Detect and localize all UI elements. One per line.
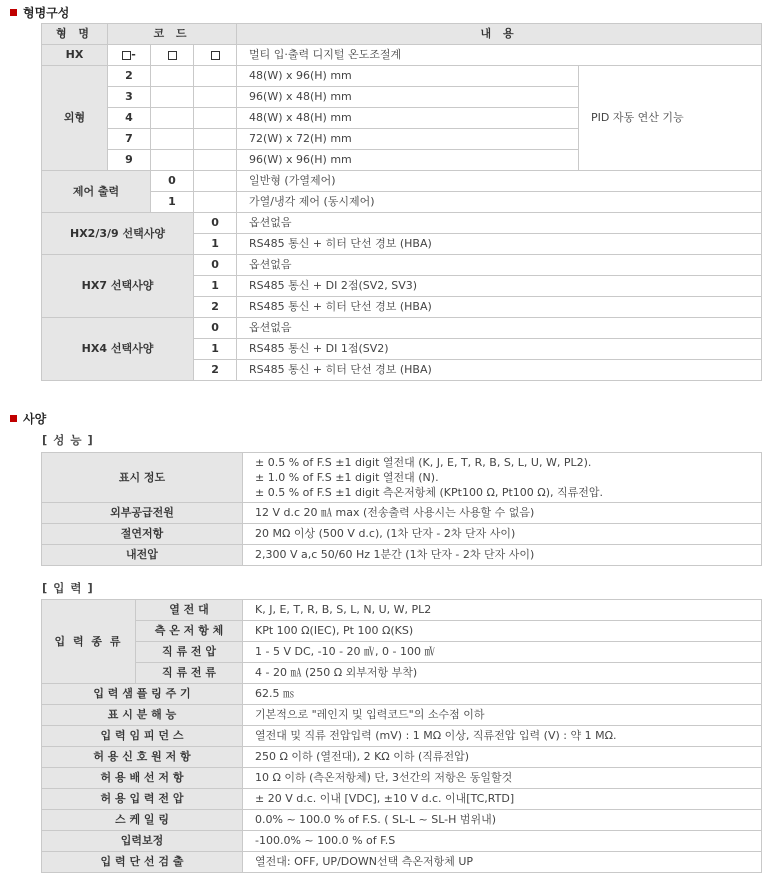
- spec-value: K, J, E, T, R, B, S, L, N, U, W, PL2: [243, 600, 762, 621]
- code-cell: 0: [194, 213, 237, 234]
- spec-label: 외부공급전원: [42, 503, 243, 524]
- spec-label: 입 력 샘 플 링 주 기: [42, 684, 243, 705]
- spec-value: 0.0% ~ 100.0 % of F.S. ( SL-L ~ SL-H 범위내): [243, 810, 762, 831]
- table-row: [42, 545, 762, 566]
- performance-subtitle: [ 성 능 ]: [42, 433, 94, 447]
- input-table: [41, 599, 762, 873]
- spec-value: 20 MΩ 이상 (500 V d.c), (1차 단자 - 2차 단자 사이): [243, 524, 762, 545]
- table-row: [42, 503, 762, 524]
- spec-label: 허 용 배 선 저 항: [42, 768, 243, 789]
- control-output-label: 제어 출력: [42, 171, 151, 213]
- hx-content: 멀티 입·출력 디지털 온도조절계: [237, 45, 762, 66]
- spec-value: 기본적으로 "레인지 및 입력코드"의 소수점 이하: [243, 705, 762, 726]
- code-box-cell: [194, 45, 237, 66]
- header-content: 내 용: [237, 24, 762, 45]
- code-box-cell: -: [108, 45, 151, 66]
- table-row: [42, 453, 762, 503]
- code-cell: 0: [194, 318, 237, 339]
- content-cell: 96(W) x 48(H) mm: [237, 87, 579, 108]
- spec-value: -100.0% ~ 100.0 % of F.S: [243, 831, 762, 852]
- content-cell: 72(W) x 72(H) mm: [237, 129, 579, 150]
- code-cell: 1: [194, 276, 237, 297]
- spec-label: 직 류 전 압: [136, 642, 243, 663]
- table-row: [42, 747, 762, 768]
- code-box-cell: [151, 45, 194, 66]
- spec-value: 열전대 및 직류 전압입력 (mV) : 1 MΩ 이상, 직류전압 입력 (V) : 약 1 MΩ.: [243, 726, 762, 747]
- code-cell: 1: [194, 339, 237, 360]
- spec-label: 입력보정: [42, 831, 243, 852]
- table-row: [42, 600, 762, 621]
- code-box-icon: [211, 51, 220, 60]
- table-row: [42, 45, 762, 66]
- code-box-icon: [168, 51, 177, 60]
- spec-label: 내전압: [42, 545, 243, 566]
- code-cell: 1: [194, 234, 237, 255]
- content-cell: 일반형 (가열제어): [237, 171, 762, 192]
- content-cell: 옵션없음: [237, 318, 762, 339]
- table-row: [42, 726, 762, 747]
- content-cell: 48(W) x 96(H) mm: [237, 66, 579, 87]
- content-cell: RS485 통신 + 히터 단선 경보 (HBA): [237, 234, 762, 255]
- spec-value: KPt 100 Ω(IEC), Pt 100 Ω(KS): [243, 621, 762, 642]
- table-header-row: [42, 24, 762, 45]
- spec-value: 1 - 5 V DC, -10 - 20 ㎷, 0 - 100 ㎷: [243, 642, 762, 663]
- code-cell: 1: [151, 192, 194, 213]
- code-cell: 0: [151, 171, 194, 192]
- header-model: 형 명: [42, 24, 108, 45]
- spec-value: 250 Ω 이하 (열전대), 2 KΩ 이하 (직류전압): [243, 747, 762, 768]
- spec-value: 12 V d.c 20 ㎃ max (전송출력 사용시는 사용할 수 없음): [243, 503, 762, 524]
- section-title-model: 형명구성: [10, 4, 69, 21]
- table-row: [42, 66, 762, 87]
- table-row: [42, 810, 762, 831]
- code-cell: 0: [194, 255, 237, 276]
- content-cell: 옵션없음: [237, 255, 762, 276]
- table-row: [42, 831, 762, 852]
- input-subtitle: [ 입 력 ]: [42, 581, 94, 595]
- spec-label: 절연저항: [42, 524, 243, 545]
- spec-value: 열전대: OFF, UP/DOWN선택 측온저항체 UP: [243, 852, 762, 873]
- input-type-label: 입 력 종 류: [42, 600, 136, 684]
- code-box-icon: [122, 51, 131, 60]
- header-code: 코 드: [108, 24, 237, 45]
- display-accuracy-value: ± 0.5 % of F.S ±1 digit 열전대 (K, J, E, T, R, B, S, L, U, W, PL2). ± 1.0 % of F.S ±1 digit 열전대 (N). ± 0.5 % of F.S ±1 digit 측온저항체 (KPt100 Ω, Pt100 Ω), 직류전압.: [243, 453, 762, 503]
- spec-label: 직 류 전 류: [136, 663, 243, 684]
- content-cell: RS485 통신 + DI 1점(SV2): [237, 339, 762, 360]
- table-row: [42, 768, 762, 789]
- table-row: [42, 318, 762, 339]
- table-row: [42, 213, 762, 234]
- table-row: [42, 663, 762, 684]
- spec-label: 열 전 대: [136, 600, 243, 621]
- code-cell: 7: [108, 129, 151, 150]
- table-row: [42, 642, 762, 663]
- table-row: [42, 621, 762, 642]
- spec-label: 입 력 임 피 던 스: [42, 726, 243, 747]
- table-row: [42, 524, 762, 545]
- model-table: [41, 23, 762, 381]
- spec-label: 입 력 단 선 검 출: [42, 852, 243, 873]
- spec-value: ± 20 V d.c. 이내 [VDC], ±10 V d.c. 이내[TC,RTD]: [243, 789, 762, 810]
- performance-table: [41, 452, 762, 566]
- pid-note: PID 자동 연산 기능: [579, 66, 762, 171]
- content-cell: 96(W) x 96(H) mm: [237, 150, 579, 171]
- red-square-bullet-icon: [10, 415, 17, 422]
- spec-label: 측 온 저 항 체: [136, 621, 243, 642]
- content-cell: RS485 통신 + 히터 단선 경보 (HBA): [237, 297, 762, 318]
- hx4-option-label: HX4 선택사양: [42, 318, 194, 381]
- spec-label: 표 시 분 해 능: [42, 705, 243, 726]
- content-cell: 옵션없음: [237, 213, 762, 234]
- spec-label: 허 용 신 호 원 저 항: [42, 747, 243, 768]
- content-cell: 48(W) x 48(H) mm: [237, 108, 579, 129]
- spec-label: 스 케 일 링: [42, 810, 243, 831]
- spec-value: 4 - 20 ㎃ (250 Ω 외부저항 부착): [243, 663, 762, 684]
- code-cell: 9: [108, 150, 151, 171]
- table-row: [42, 705, 762, 726]
- spec-value: 2,300 V a,c 50/60 Hz 1분간 (1차 단자 - 2차 단자 사이): [243, 545, 762, 566]
- content-cell: RS485 통신 + DI 2점(SV2, SV3): [237, 276, 762, 297]
- hx-label: HX: [42, 45, 108, 66]
- content-cell: 가열/냉각 제어 (동시제어): [237, 192, 762, 213]
- table-row: [42, 171, 762, 192]
- code-cell: 3: [108, 87, 151, 108]
- hx239-option-label: HX2/3/9 선택사양: [42, 213, 194, 255]
- code-cell: 2: [194, 297, 237, 318]
- exterior-label: 외형: [42, 66, 108, 171]
- section-title-spec: 사양: [10, 410, 46, 427]
- spec-label: 허 용 입 력 전 압: [42, 789, 243, 810]
- code-cell: 4: [108, 108, 151, 129]
- code-cell: 2: [108, 66, 151, 87]
- hx7-option-label: HX7 선택사양: [42, 255, 194, 318]
- table-row: [42, 684, 762, 705]
- table-row: [42, 789, 762, 810]
- table-row: [42, 852, 762, 873]
- content-cell: RS485 통신 + 히터 단선 경보 (HBA): [237, 360, 762, 381]
- display-accuracy-label: 표시 정도: [42, 453, 243, 503]
- table-row: [42, 255, 762, 276]
- code-cell: 2: [194, 360, 237, 381]
- spec-value: 10 Ω 이하 (측온저항체) 단, 3선간의 저항은 동일할것: [243, 768, 762, 789]
- spec-value: 62.5 ㎳: [243, 684, 762, 705]
- red-square-bullet-icon: [10, 9, 17, 16]
